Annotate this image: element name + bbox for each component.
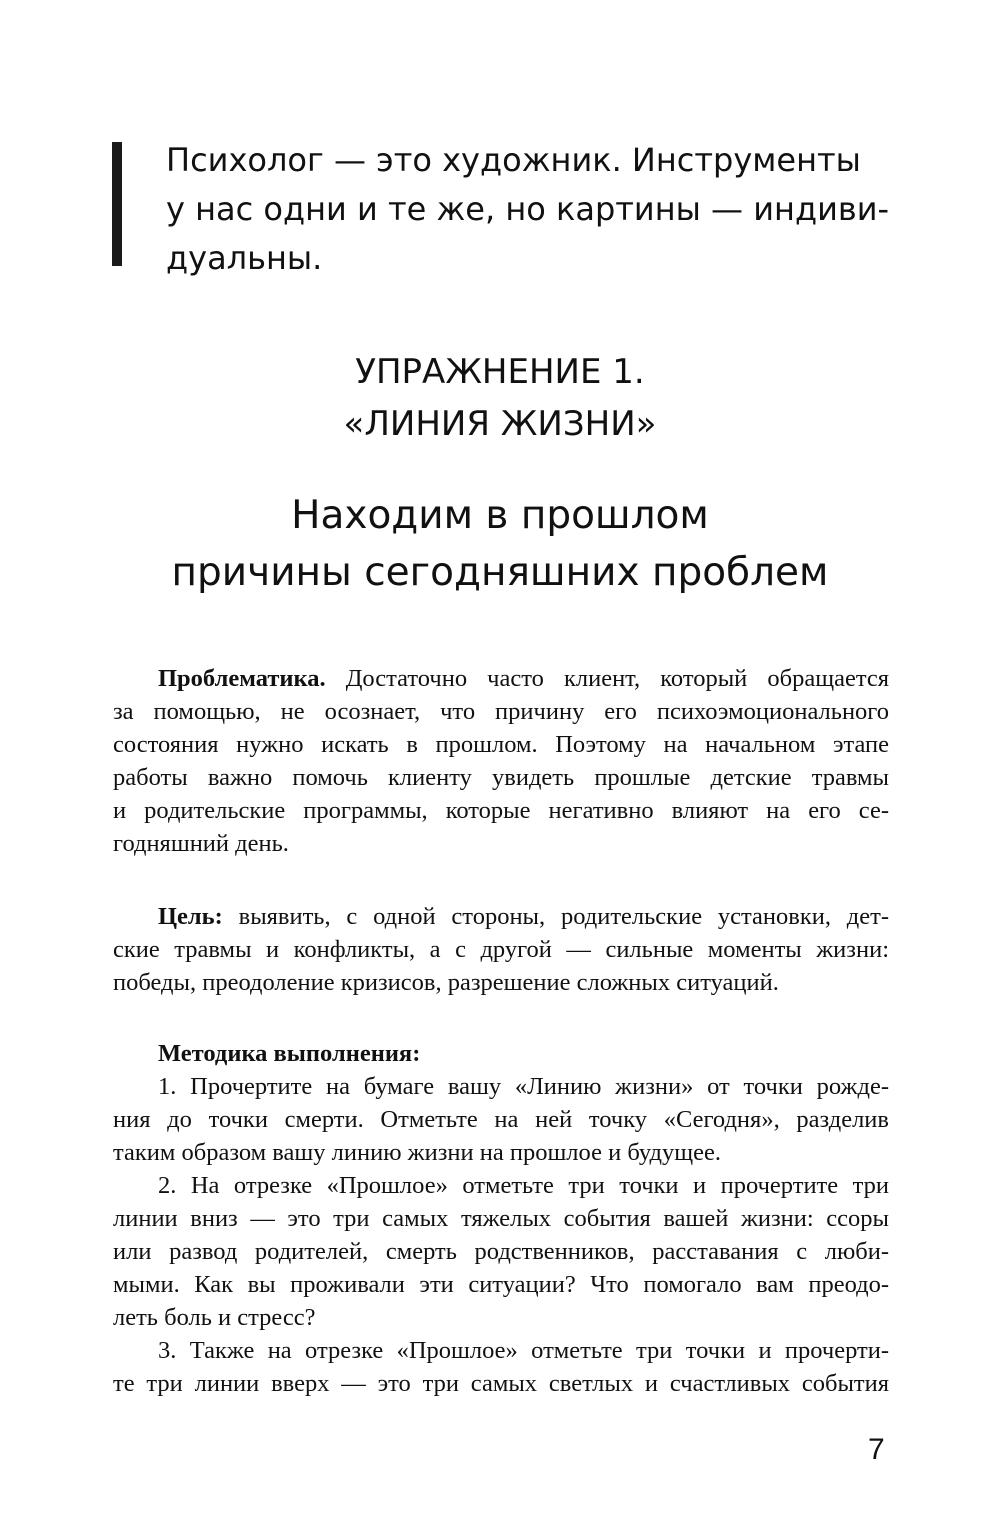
goal-label: Цель: [158,903,223,930]
section-title [0,487,1000,601]
paragraph-line: победы, преодоление кризисов, разрешение сложных ситуаций. [113,969,779,996]
goal-paragraph [113,900,889,999]
paragraph-line: 3. Также на отрезке «Прошлое» отметьте три точки и прочерти- [158,1337,889,1364]
paragraph-line: работы важно помочь клиенту увидеть прошлые детские травмы [113,764,889,791]
page-number: 7 [868,1433,885,1466]
pull-quote [166,136,890,283]
exercise-title [0,346,1000,450]
problem-paragraph [113,662,889,860]
method-label: Методика выполнения: [158,1040,421,1067]
section-title-line2: причины сегодняшних проблем [171,550,829,595]
problem-label: Проблематика. [158,665,326,692]
quote-line: Психолог — это художник. Инструменты [166,141,861,179]
paragraph-line: те три линии вверх — это три самых светлых и счастливых события [113,1370,889,1397]
quote-line: дуальны. [166,239,323,277]
paragraph-line: состояния нужно искать в прошлом. Поэтому на начальном этапе [113,731,889,758]
paragraph-line: линии вниз — это три самых тяжелых события вашей жизни: ссоры [113,1205,889,1232]
paragraph-line: годняшний день. [113,830,289,857]
section-title-line1: Находим в прошлом [291,493,709,538]
quote-line: у нас одни и те же, но картины — индиви- [166,190,890,228]
quote-bar [112,142,122,266]
paragraph-line: 2. На отрезке «Прошлое» отметьте три точки и прочертите три [158,1172,889,1199]
paragraph-line: 1. Прочертите на бумаге вашу «Линию жизни» от точки рожде- [158,1073,889,1100]
paragraph-line: за помощью, не осознает, что причину его психоэмоционального [113,698,889,725]
paragraph-line: таким образом вашу линию жизни на прошлое и будущее. [113,1139,722,1166]
paragraph-line: леть боль и стресс? [113,1304,316,1331]
paragraph-line: или развод родителей, смерть родственников, расставания с люби- [113,1238,889,1265]
method-section [113,1037,889,1400]
paragraph-line: Проблематика. Достаточно часто клиент, который обращается [158,665,889,692]
exercise-title-line1: УПРАЖНЕНИЕ 1. [355,352,645,392]
paragraph-line: ские травмы и конфликты, а с другой — сильные моменты жизни: [113,936,889,963]
paragraph-line [113,1037,889,1070]
exercise-title-line2: «ЛИНИЯ ЖИЗНИ» [343,404,657,444]
paragraph-line: и родительские программы, которые негативно влияют на его се- [113,797,889,824]
paragraph-line: Цель: выявить, с одной стороны, родительские установки, дет- [158,903,889,930]
paragraph-line: мыми. Как вы проживали эти ситуации? Что помогало вам преодо- [113,1271,889,1298]
paragraph-line: ния до точки смерти. Отметьте на ней точку «Сегодня», разделив [113,1106,889,1133]
